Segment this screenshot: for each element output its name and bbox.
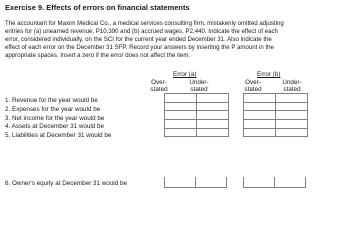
column-header-b-understated (277, 79, 307, 93)
column-header-line: Under- (189, 79, 209, 86)
answer-tick (195, 177, 196, 187)
answer-tick (226, 177, 227, 187)
answer-cell[interactable] (244, 128, 276, 137)
answer-cell[interactable] (276, 94, 308, 103)
answer-cell[interactable] (197, 94, 229, 103)
column-header-line: Under- (282, 79, 302, 86)
column-header-line: Over- (151, 79, 167, 86)
answer-cell[interactable] (276, 102, 308, 111)
answer-cell[interactable] (276, 120, 308, 129)
column-header-line: stated (190, 86, 208, 93)
answer-row (244, 94, 308, 103)
answer-cell[interactable] (165, 102, 197, 111)
answer-row (244, 120, 308, 129)
instructions-line: The accountant for Maxim Medical Co., a medical services consulting firm, mistakenly omitted adjusting (5, 20, 284, 27)
answer-cell[interactable] (197, 111, 229, 120)
answer-row (244, 102, 308, 111)
error-b-answer-grid (243, 93, 308, 137)
answer-tick (164, 177, 165, 187)
answer-cell[interactable] (244, 111, 276, 120)
answer-cell[interactable] (276, 111, 308, 120)
row-label-liabilities: 5. Liabilities at December 31 would be (5, 132, 112, 139)
instructions-line: entries for (a) unearned revenue, P10,390 and (b) accrued wages, P2,440. Indicate the effect of each (5, 28, 278, 36)
answer-row (244, 111, 308, 120)
row-label-expenses: 2. Expenses for the year would be (5, 105, 101, 113)
answer-cell[interactable] (244, 94, 276, 103)
answer-row (165, 102, 229, 111)
exercise-title: Exercise 9. Effects of errors on financial statements (5, 3, 190, 12)
answer-cell[interactable] (197, 128, 229, 137)
row-label-owners-equity: 6. Owner's equity at December 31 would be (5, 180, 127, 187)
answer-cell[interactable] (276, 128, 308, 137)
error-a-header: Error (a) (173, 71, 197, 78)
answer-cell[interactable] (197, 120, 229, 129)
instructions-line: appropriate spaces. Insert a zero if the error does not affect the item. (5, 52, 191, 60)
answer-row (165, 120, 229, 129)
column-header-a-overstated (144, 79, 174, 93)
answer-cell[interactable] (197, 102, 229, 111)
column-header-line: Over- (245, 79, 261, 86)
answer-cell[interactable] (165, 94, 197, 103)
owners-equity-answer-a[interactable] (164, 177, 227, 188)
row-label-assets: 4. Assets at December 31 would be (5, 123, 105, 131)
answer-cell[interactable] (165, 111, 197, 120)
instructions-line: error, considered individually, on the SCI for the current year ended December 31. Also indicate the (5, 36, 272, 44)
owners-equity-answer-b[interactable] (243, 177, 306, 188)
answer-row (165, 94, 229, 103)
instructions-paragraph (5, 20, 345, 60)
row-label-net-income: 3. Net income for the year would be (5, 114, 105, 122)
column-header-line: stated (283, 86, 301, 93)
error-b-header: Error (b) (257, 71, 281, 78)
error-a-answer-grid (164, 93, 229, 137)
column-header-line: stated (150, 86, 168, 93)
column-header-b-overstated (238, 79, 268, 93)
column-header-line: stated (244, 86, 262, 93)
answer-cell[interactable] (165, 128, 197, 137)
answer-row (165, 111, 229, 120)
answer-tick (243, 177, 244, 187)
answer-tick (274, 177, 275, 187)
row-label-revenue: 1. Revenue for the year would be (5, 97, 98, 104)
answer-cell[interactable] (244, 102, 276, 111)
answer-row (244, 128, 308, 137)
answer-tick (305, 177, 306, 187)
row-labels (5, 97, 111, 141)
instructions-line: effect of each error on the December 31 SFP. Record your answers by inserting the P amount in the (5, 44, 274, 52)
answer-row (165, 128, 229, 137)
answer-cell[interactable] (244, 120, 276, 129)
column-header-a-understated (184, 79, 214, 93)
answer-cell[interactable] (165, 120, 197, 129)
